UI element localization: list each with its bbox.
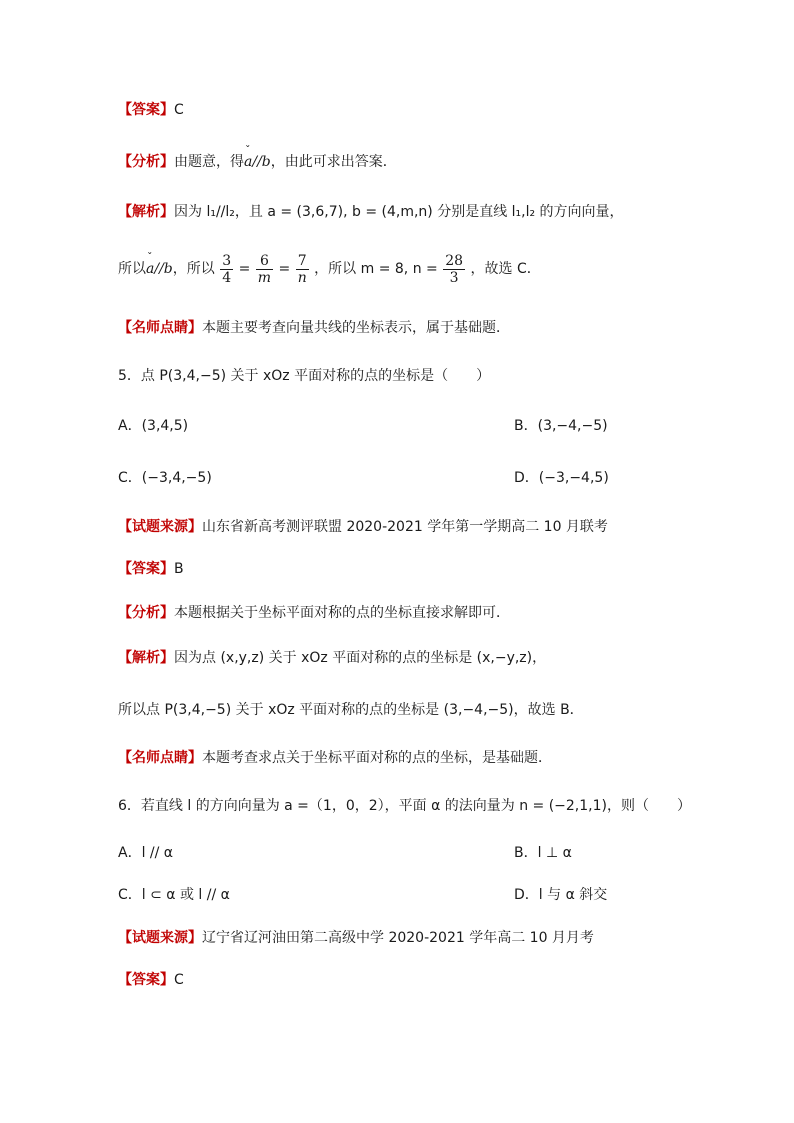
q4-solution-pre: 所以 xyxy=(118,261,146,277)
fraction-numerator: 7 xyxy=(296,253,309,270)
q5-options-row-1 xyxy=(118,416,754,436)
q5-option-b: B．(3,−4,−5) xyxy=(514,418,608,434)
q4-solution-text-1: 因为 l₁//l₂，且 a = (3,6,7), b = (4,m,n) 分别是直线 l₁,l₂ 的方向向量， xyxy=(174,204,624,220)
q4-answer-line xyxy=(118,100,754,120)
q5-solution-line-2: 所以点 P(3,4,−5) 关于 xOz 平面对称的点的坐标是 (3,−4,−5)，故选 B． xyxy=(118,702,584,718)
q5-stem: 5．点 P(3,4,−5) 关于 xOz 平面对称的点的坐标是（ ） xyxy=(118,368,491,384)
source-tag: 【试题来源】 xyxy=(118,519,202,535)
q5-analysis-text: 本题根据关于坐标平面对称的点的坐标直接求解即可． xyxy=(174,605,510,621)
fraction-denominator: 4 xyxy=(222,269,232,286)
q5-option-a: A．(3,4,5) xyxy=(118,418,189,434)
fraction-denominator: m xyxy=(257,269,272,286)
q6-answer-line xyxy=(118,970,754,990)
q4-teacher-tip-text: 本题主要考查向量共线的坐标表示，属于基础题． xyxy=(202,320,510,336)
q5-teacher-tip-text: 本题考查求点关于坐标平面对称的点的坐标，是基础题． xyxy=(202,750,552,766)
fraction-denominator: 3 xyxy=(449,269,459,286)
q6-answer-value: C xyxy=(174,972,184,988)
answer-tag: 【答案】 xyxy=(118,102,174,118)
q5-source-text: 山东省新高考测评联盟 2020-2021 学年第一学期高二 10 月联考 xyxy=(202,519,608,535)
solution-tag: 【解析】 xyxy=(118,650,174,666)
q4-solution-mid-2: ，所以 m = 8, n = xyxy=(314,261,438,277)
q4-solution-post: ，故选 C． xyxy=(470,261,541,277)
q5-options-row-2 xyxy=(118,468,754,488)
q5-option-d: D．(−3,−4,5) xyxy=(514,470,609,486)
fraction-7-over-n xyxy=(296,253,309,286)
q6-source-line xyxy=(118,928,754,948)
q5-source-line xyxy=(118,517,754,537)
solution-tag: 【解析】 xyxy=(118,204,174,220)
teacher-tip-tag: 【名师点睛】 xyxy=(118,320,202,336)
q6-options-row-1 xyxy=(118,843,754,863)
equals-sign: = xyxy=(238,261,251,277)
analysis-tag: 【分析】 xyxy=(118,154,174,170)
answer-tag: 【答案】 xyxy=(118,972,174,988)
q6-stem: 6．若直线 l 的方向向量为 a =（1，0，2），平面 α 的法向量为 n = (−2,1,1)，则（ ） xyxy=(118,798,691,814)
fraction-28-over-3 xyxy=(443,253,465,286)
q5-option-c: C．(−3,4,−5) xyxy=(118,470,212,486)
q4-answer-value: C xyxy=(174,102,184,118)
equals-sign: = xyxy=(278,261,291,277)
q4-solution-line-1 xyxy=(118,202,754,222)
q5-answer-line xyxy=(118,559,754,579)
q4-solution-line-2 xyxy=(118,252,754,286)
q5-teacher-tip-line xyxy=(118,748,754,768)
q6-option-c: C．l ⊂ α 或 l // α xyxy=(118,887,230,903)
fraction-denominator: n xyxy=(297,269,307,286)
q6-option-d: D．l 与 α 斜交 xyxy=(514,887,608,903)
q6-source-text: 辽宁省辽河油田第二高级中学 2020-2021 学年高二 10 月月考 xyxy=(202,930,594,946)
fraction-3-over-4 xyxy=(220,253,233,286)
q6-option-b: B．l ⊥ α xyxy=(514,845,572,861)
q4-solution-parallel: ˇ a//b xyxy=(146,252,173,286)
analysis-tag: 【分析】 xyxy=(118,605,174,621)
teacher-tip-tag: 【名师点睛】 xyxy=(118,750,202,766)
q4-analysis-post: ，由此可求出答案． xyxy=(270,154,397,170)
fraction-numerator: 28 xyxy=(445,252,464,269)
q5-analysis-line xyxy=(118,603,754,623)
q4-analysis-parallel: ˇ a//b xyxy=(244,152,271,172)
q4-analysis-line xyxy=(118,152,754,172)
answer-tag: 【答案】 xyxy=(118,561,174,577)
source-tag: 【试题来源】 xyxy=(118,930,202,946)
fraction-6-over-m xyxy=(256,253,273,286)
q4-solution-mid-1: ，所以 xyxy=(172,261,215,277)
fraction-numerator: 6 xyxy=(256,253,273,270)
q5-solution-text-1: 因为点 (x,y,z) 关于 xOz 平面对称的点的坐标是 (x,−y,z)， xyxy=(174,650,547,666)
q4-analysis-pre: 由题意，得 xyxy=(174,154,244,170)
q4-teacher-tip-line xyxy=(118,318,754,338)
fraction-numerator: 3 xyxy=(222,252,232,269)
q6-option-a: A．l // α xyxy=(118,845,174,861)
q5-answer-value: B xyxy=(174,561,184,577)
q5-solution-line-1 xyxy=(118,648,754,668)
q6-options-row-2 xyxy=(118,885,754,905)
